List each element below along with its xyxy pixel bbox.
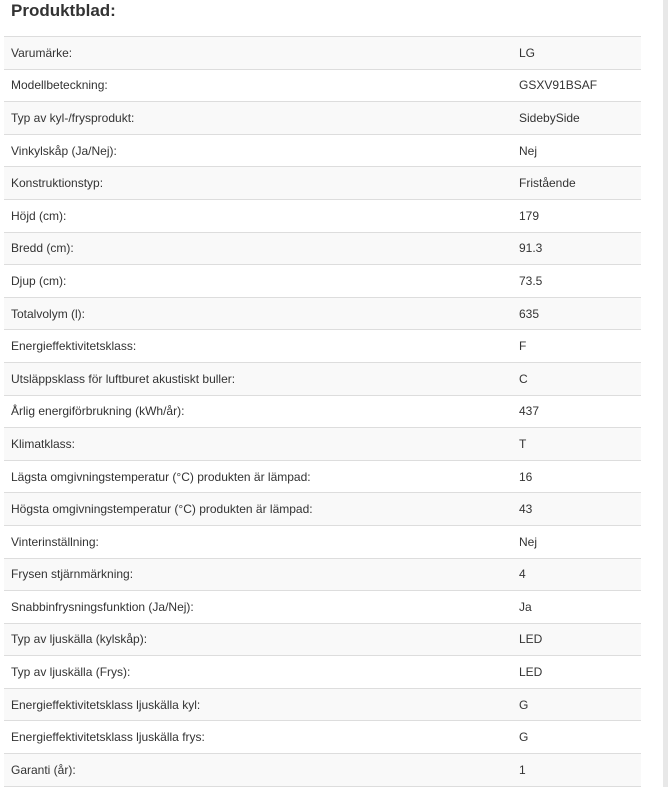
table-row	[4, 591, 641, 624]
spec-value: 437	[511, 395, 641, 428]
spec-label: Typ av kyl-/frysprodukt:	[4, 102, 511, 135]
spec-value: 91.3	[511, 232, 641, 265]
table-row	[4, 493, 641, 526]
table-row	[4, 69, 641, 102]
spec-label: Klimatklass:	[4, 428, 511, 461]
table-row	[4, 102, 641, 135]
table-row	[4, 721, 641, 754]
spec-value: Nej	[511, 134, 641, 167]
spec-label: Konstruktionstyp:	[4, 167, 511, 200]
spec-value: LED	[511, 623, 641, 656]
spec-label: Lägsta omgivningstemperatur (°C) produkten är lämpad:	[4, 460, 511, 493]
spec-label: Energieffektivitetsklass ljuskälla frys:	[4, 721, 511, 754]
spec-label: Garanti (år):	[4, 754, 511, 787]
spec-label: Vinterinställning:	[4, 525, 511, 558]
spec-label: Vinkylskåp (Ja/Nej):	[4, 134, 511, 167]
spec-label: Energieffektivitetsklass:	[4, 330, 511, 363]
table-row	[4, 656, 641, 689]
table-row	[4, 297, 641, 330]
spec-value: 179	[511, 199, 641, 232]
spec-value: G	[511, 688, 641, 721]
table-row	[4, 558, 641, 591]
table-row	[4, 525, 641, 558]
spec-value: Fristående	[511, 167, 641, 200]
table-row	[4, 134, 641, 167]
table-row	[4, 460, 641, 493]
spec-label: Höjd (cm):	[4, 199, 511, 232]
spec-value: LED	[511, 656, 641, 689]
table-row	[4, 623, 641, 656]
spec-label: Totalvolym (l):	[4, 297, 511, 330]
page-title: Produktblad:	[11, 1, 116, 20]
table-row	[4, 754, 641, 787]
table-row	[4, 199, 641, 232]
table-row	[4, 688, 641, 721]
table-row	[4, 428, 641, 461]
spec-value: G	[511, 721, 641, 754]
scrollbar-track[interactable]	[663, 0, 668, 787]
spec-value: 16	[511, 460, 641, 493]
spec-label: Typ av ljuskälla (kylskåp):	[4, 623, 511, 656]
spec-value: 43	[511, 493, 641, 526]
spec-label: Modellbeteckning:	[4, 69, 511, 102]
spec-value: Nej	[511, 525, 641, 558]
spec-label: Typ av ljuskälla (Frys):	[4, 656, 511, 689]
spec-label: Varumärke:	[4, 37, 511, 70]
spec-value: LG	[511, 37, 641, 70]
spec-value: SidebySide	[511, 102, 641, 135]
spec-value: 635	[511, 297, 641, 330]
spec-value: 1	[511, 754, 641, 787]
table-row	[4, 167, 641, 200]
spec-label: Bredd (cm):	[4, 232, 511, 265]
spec-label: Högsta omgivningstemperatur (°C) produkten är lämpad:	[4, 493, 511, 526]
spec-label: Energieffektivitetsklass ljuskälla kyl:	[4, 688, 511, 721]
table-row	[4, 395, 641, 428]
spec-value: F	[511, 330, 641, 363]
spec-value: Ja	[511, 591, 641, 624]
spec-table	[4, 36, 641, 787]
spec-value: T	[511, 428, 641, 461]
spec-label: Frysen stjärnmärkning:	[4, 558, 511, 591]
spec-value: 4	[511, 558, 641, 591]
table-row	[4, 265, 641, 298]
spec-label: Utsläppsklass för luftburet akustiskt buller:	[4, 362, 511, 395]
table-row	[4, 362, 641, 395]
spec-label: Snabbinfrysningsfunktion (Ja/Nej):	[4, 591, 511, 624]
spec-value: GSXV91BSAF	[511, 69, 641, 102]
spec-value: C	[511, 362, 641, 395]
spec-table-body	[4, 37, 641, 787]
table-row	[4, 232, 641, 265]
spec-value: 73.5	[511, 265, 641, 298]
table-row	[4, 330, 641, 363]
spec-label: Årlig energiförbrukning (kWh/år):	[4, 395, 511, 428]
table-row	[4, 37, 641, 70]
spec-label: Djup (cm):	[4, 265, 511, 298]
